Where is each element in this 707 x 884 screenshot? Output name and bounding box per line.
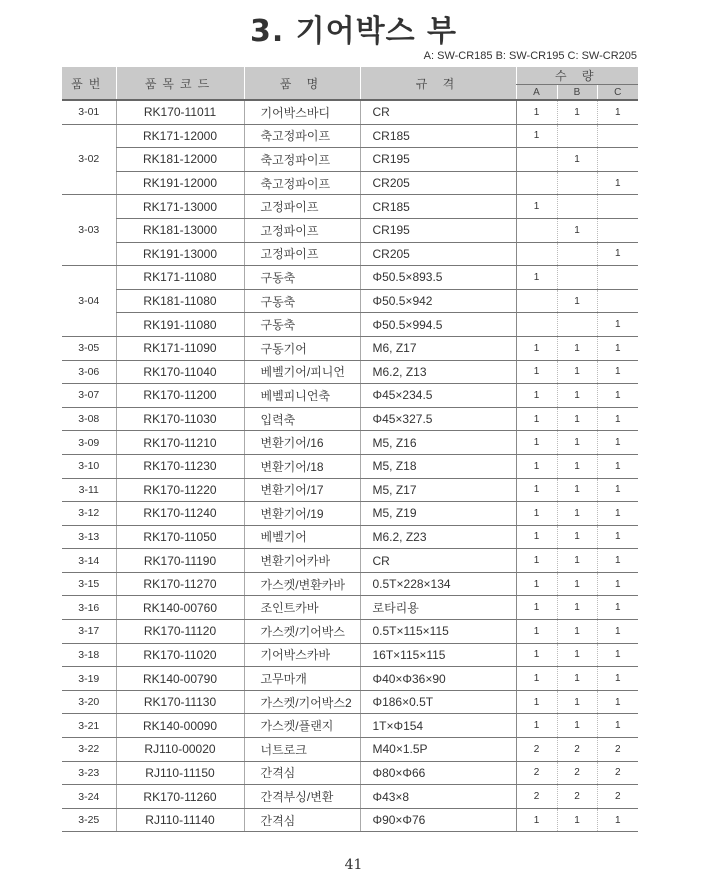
qty-b: 1 — [557, 218, 597, 242]
item-code: RK170-11030 — [116, 407, 244, 431]
qty-b: 1 — [557, 100, 597, 124]
table-row — [62, 667, 638, 691]
qty-a: 1 — [516, 808, 557, 832]
item-spec: CR195 — [360, 218, 516, 242]
qty-b: 2 — [557, 761, 597, 785]
table-row — [62, 431, 638, 455]
item-code: RK181-13000 — [116, 218, 244, 242]
part-number: 3-01 — [62, 100, 116, 124]
table-row — [62, 124, 638, 148]
item-spec: M40×1.5P — [360, 738, 516, 762]
item-name: 조인트카바 — [244, 596, 360, 620]
part-number: 3-12 — [62, 502, 116, 526]
qty-b — [557, 195, 597, 219]
qty-c: 2 — [597, 785, 638, 809]
table-row — [62, 148, 638, 172]
part-number: 3-25 — [62, 808, 116, 832]
qty-b: 1 — [557, 549, 597, 573]
item-code: RK170-11220 — [116, 478, 244, 502]
table-row — [62, 171, 638, 195]
table-row — [62, 738, 638, 762]
qty-a — [516, 313, 557, 337]
qty-c: 1 — [597, 336, 638, 360]
qty-c: 1 — [597, 171, 638, 195]
item-name: 고정파이프 — [244, 218, 360, 242]
table-row — [62, 313, 638, 337]
table-row — [62, 714, 638, 738]
qty-a: 2 — [516, 761, 557, 785]
item-spec: CR — [360, 100, 516, 124]
item-code: RK170-11120 — [116, 620, 244, 644]
item-spec: Φ80×Φ66 — [360, 761, 516, 785]
qty-c: 1 — [597, 596, 638, 620]
item-spec: 16T×115×115 — [360, 643, 516, 667]
part-number: 3-17 — [62, 620, 116, 644]
qty-c — [597, 266, 638, 290]
table-row — [62, 643, 638, 667]
item-code: RK170-11040 — [116, 360, 244, 384]
qty-a: 1 — [516, 525, 557, 549]
qty-c: 1 — [597, 572, 638, 596]
qty-b: 1 — [557, 478, 597, 502]
table-row — [62, 572, 638, 596]
qty-b — [557, 313, 597, 337]
table-row — [62, 761, 638, 785]
qty-a: 1 — [516, 195, 557, 219]
item-name: 입력축 — [244, 407, 360, 431]
item-code: RK170-11050 — [116, 525, 244, 549]
item-name: 변환기어/18 — [244, 454, 360, 478]
item-spec: CR205 — [360, 242, 516, 266]
table-row — [62, 218, 638, 242]
qty-a: 1 — [516, 454, 557, 478]
qty-a: 1 — [516, 549, 557, 573]
item-spec: Φ50.5×893.5 — [360, 266, 516, 290]
table-row — [62, 336, 638, 360]
item-code: RK140-00790 — [116, 667, 244, 691]
item-name: 간격심 — [244, 808, 360, 832]
qty-a: 1 — [516, 667, 557, 691]
qty-b: 1 — [557, 336, 597, 360]
item-name: 축고정파이프 — [244, 171, 360, 195]
item-code: RK171-12000 — [116, 124, 244, 148]
qty-c: 1 — [597, 384, 638, 408]
item-code: RK170-11270 — [116, 572, 244, 596]
qty-b: 1 — [557, 502, 597, 526]
item-spec: Φ45×327.5 — [360, 407, 516, 431]
part-number: 3-16 — [62, 596, 116, 620]
qty-a: 1 — [516, 124, 557, 148]
item-code: RK140-00760 — [116, 596, 244, 620]
qty-a: 1 — [516, 572, 557, 596]
item-name: 간격심 — [244, 761, 360, 785]
qty-c — [597, 124, 638, 148]
table-row — [62, 454, 638, 478]
item-code: RK171-11090 — [116, 336, 244, 360]
part-number: 3-23 — [62, 761, 116, 785]
item-name: 가스켓/플랜지 — [244, 714, 360, 738]
item-spec: CR185 — [360, 124, 516, 148]
qty-a — [516, 171, 557, 195]
table-row — [62, 525, 638, 549]
model-legend: A: SW-CR185 B: SW-CR195 C: SW-CR205 — [423, 50, 637, 62]
qty-b: 1 — [557, 148, 597, 172]
item-spec: M6, Z17 — [360, 336, 516, 360]
item-name: 베벨피니언축 — [244, 384, 360, 408]
table-row — [62, 100, 638, 124]
item-code: RK170-11020 — [116, 643, 244, 667]
item-spec: Φ186×0.5T — [360, 690, 516, 714]
qty-c: 2 — [597, 761, 638, 785]
header-qty-a: A — [516, 85, 557, 101]
qty-c — [597, 289, 638, 313]
qty-c: 1 — [597, 478, 638, 502]
item-code: RK191-11080 — [116, 313, 244, 337]
qty-c: 1 — [597, 667, 638, 691]
qty-b: 1 — [557, 407, 597, 431]
qty-b: 1 — [557, 667, 597, 691]
item-spec: Φ40×Φ36×90 — [360, 667, 516, 691]
item-name: 축고정파이프 — [244, 124, 360, 148]
item-spec: CR — [360, 549, 516, 573]
qty-c: 1 — [597, 100, 638, 124]
item-name: 베벨기어/피니언 — [244, 360, 360, 384]
part-number: 3-24 — [62, 785, 116, 809]
header-spec: 규 격 — [360, 67, 516, 100]
item-name: 변환기어/16 — [244, 431, 360, 455]
item-name: 기어박스카바 — [244, 643, 360, 667]
part-number: 3-19 — [62, 667, 116, 691]
qty-b — [557, 266, 597, 290]
qty-c: 1 — [597, 549, 638, 573]
item-code: RK170-11230 — [116, 454, 244, 478]
part-number: 3-10 — [62, 454, 116, 478]
qty-a: 1 — [516, 478, 557, 502]
item-code: RK170-11190 — [116, 549, 244, 573]
item-spec: 0.5T×115×115 — [360, 620, 516, 644]
item-spec: 1T×Φ154 — [360, 714, 516, 738]
item-name: 변환기어카바 — [244, 549, 360, 573]
part-number: 3-03 — [62, 195, 116, 266]
qty-a: 1 — [516, 266, 557, 290]
qty-b — [557, 171, 597, 195]
qty-c: 1 — [597, 502, 638, 526]
qty-a: 1 — [516, 620, 557, 644]
item-name: 기어박스바디 — [244, 100, 360, 124]
qty-a: 1 — [516, 643, 557, 667]
qty-a: 1 — [516, 384, 557, 408]
item-code: RJ110-11150 — [116, 761, 244, 785]
item-code: RK170-11240 — [116, 502, 244, 526]
qty-a — [516, 218, 557, 242]
table-row — [62, 407, 638, 431]
header-item-code: 품목코드 — [116, 67, 244, 100]
page-title: 3. 기어박스 부 — [249, 14, 458, 49]
item-name: 구동기어 — [244, 336, 360, 360]
item-spec: Φ50.5×994.5 — [360, 313, 516, 337]
qty-a — [516, 148, 557, 172]
item-code: RK171-11080 — [116, 266, 244, 290]
part-number: 3-08 — [62, 407, 116, 431]
part-number: 3-06 — [62, 360, 116, 384]
qty-c: 2 — [597, 738, 638, 762]
qty-c: 1 — [597, 525, 638, 549]
item-code: RK171-13000 — [116, 195, 244, 219]
table-row — [62, 808, 638, 832]
item-code: RK181-12000 — [116, 148, 244, 172]
item-code: RK170-11200 — [116, 384, 244, 408]
qty-a: 1 — [516, 360, 557, 384]
item-name: 구동축 — [244, 313, 360, 337]
item-name: 변환기어/19 — [244, 502, 360, 526]
part-number: 3-14 — [62, 549, 116, 573]
item-spec: Φ90×Φ76 — [360, 808, 516, 832]
qty-b: 1 — [557, 454, 597, 478]
qty-c: 1 — [597, 407, 638, 431]
part-number: 3-07 — [62, 384, 116, 408]
qty-c: 1 — [597, 808, 638, 832]
item-spec: CR205 — [360, 171, 516, 195]
qty-b: 1 — [557, 360, 597, 384]
part-number: 3-13 — [62, 525, 116, 549]
item-code: RJ110-11140 — [116, 808, 244, 832]
qty-c: 1 — [597, 431, 638, 455]
header-qty-b: B — [557, 85, 597, 101]
qty-a — [516, 242, 557, 266]
qty-c: 1 — [597, 714, 638, 738]
qty-c — [597, 195, 638, 219]
item-spec: 로타리용 — [360, 596, 516, 620]
header-qty-c: C — [597, 85, 638, 101]
qty-b — [557, 124, 597, 148]
table-row — [62, 242, 638, 266]
qty-b: 2 — [557, 785, 597, 809]
table-row — [62, 266, 638, 290]
table-row — [62, 478, 638, 502]
table-row — [62, 785, 638, 809]
part-number: 3-04 — [62, 266, 116, 337]
item-code: RK140-00090 — [116, 714, 244, 738]
item-name: 가스켓/기어박스 — [244, 620, 360, 644]
qty-c: 1 — [597, 313, 638, 337]
item-code: RK181-11080 — [116, 289, 244, 313]
qty-c: 1 — [597, 690, 638, 714]
item-spec: CR185 — [360, 195, 516, 219]
parts-table — [62, 67, 638, 832]
item-spec: M5, Z16 — [360, 431, 516, 455]
qty-c — [597, 148, 638, 172]
table-row — [62, 502, 638, 526]
part-number: 3-21 — [62, 714, 116, 738]
qty-a: 2 — [516, 738, 557, 762]
qty-b: 1 — [557, 808, 597, 832]
header-part-no: 품번 — [62, 67, 116, 100]
part-number: 3-22 — [62, 738, 116, 762]
item-name: 변환기어/17 — [244, 478, 360, 502]
item-spec: M5, Z18 — [360, 454, 516, 478]
item-code: RK191-13000 — [116, 242, 244, 266]
qty-b: 1 — [557, 596, 597, 620]
part-number: 3-02 — [62, 124, 116, 195]
item-name: 가스켓/변환카바 — [244, 572, 360, 596]
item-code: RK191-12000 — [116, 171, 244, 195]
part-number: 3-20 — [62, 690, 116, 714]
table-row — [62, 549, 638, 573]
item-name: 간격부싱/변환 — [244, 785, 360, 809]
qty-b: 1 — [557, 643, 597, 667]
item-spec: CR195 — [360, 148, 516, 172]
item-name: 베벨기어 — [244, 525, 360, 549]
part-number: 3-05 — [62, 336, 116, 360]
part-number: 3-09 — [62, 431, 116, 455]
qty-c — [597, 218, 638, 242]
qty-b: 1 — [557, 384, 597, 408]
table-row — [62, 289, 638, 313]
header-quantity: 수 량 — [516, 67, 638, 85]
qty-c: 1 — [597, 620, 638, 644]
item-name: 구동축 — [244, 266, 360, 290]
table-row — [62, 690, 638, 714]
item-spec: Φ50.5×942 — [360, 289, 516, 313]
table-row — [62, 195, 638, 219]
table-row — [62, 384, 638, 408]
qty-a: 1 — [516, 431, 557, 455]
qty-b: 1 — [557, 525, 597, 549]
qty-b: 1 — [557, 714, 597, 738]
qty-c: 1 — [597, 360, 638, 384]
qty-b: 1 — [557, 620, 597, 644]
qty-c: 1 — [597, 643, 638, 667]
part-number: 3-11 — [62, 478, 116, 502]
qty-b: 1 — [557, 431, 597, 455]
table-row — [62, 360, 638, 384]
item-spec: M6.2, Z23 — [360, 525, 516, 549]
table-row — [62, 596, 638, 620]
qty-b: 1 — [557, 690, 597, 714]
item-spec: Φ43×8 — [360, 785, 516, 809]
qty-a: 1 — [516, 502, 557, 526]
item-name: 너트로크 — [244, 738, 360, 762]
parts-table-body — [62, 100, 638, 832]
qty-a: 1 — [516, 100, 557, 124]
qty-b: 2 — [557, 738, 597, 762]
qty-b — [557, 242, 597, 266]
qty-a: 1 — [516, 714, 557, 738]
header-item-name: 품 명 — [244, 67, 360, 100]
qty-c: 1 — [597, 454, 638, 478]
item-spec: Φ45×234.5 — [360, 384, 516, 408]
item-spec: M5, Z17 — [360, 478, 516, 502]
part-number: 3-15 — [62, 572, 116, 596]
item-spec: M5, Z19 — [360, 502, 516, 526]
qty-a: 2 — [516, 785, 557, 809]
item-name: 구동축 — [244, 289, 360, 313]
qty-b: 1 — [557, 572, 597, 596]
item-name: 고무마개 — [244, 667, 360, 691]
item-spec: 0.5T×228×134 — [360, 572, 516, 596]
qty-a: 1 — [516, 596, 557, 620]
qty-a: 1 — [516, 336, 557, 360]
item-code: RK170-11130 — [116, 690, 244, 714]
part-number: 3-18 — [62, 643, 116, 667]
item-name: 축고정파이프 — [244, 148, 360, 172]
qty-a: 1 — [516, 407, 557, 431]
item-name: 고정파이프 — [244, 195, 360, 219]
item-name: 가스켓/기어박스2 — [244, 690, 360, 714]
qty-b: 1 — [557, 289, 597, 313]
page-number: 41 — [344, 857, 363, 873]
item-name: 고정파이프 — [244, 242, 360, 266]
table-row — [62, 620, 638, 644]
item-code: RJ110-00020 — [116, 738, 244, 762]
qty-a: 1 — [516, 690, 557, 714]
item-code: RK170-11210 — [116, 431, 244, 455]
item-spec: M6.2, Z13 — [360, 360, 516, 384]
qty-c: 1 — [597, 242, 638, 266]
qty-a — [516, 289, 557, 313]
item-code: RK170-11011 — [116, 100, 244, 124]
item-code: RK170-11260 — [116, 785, 244, 809]
